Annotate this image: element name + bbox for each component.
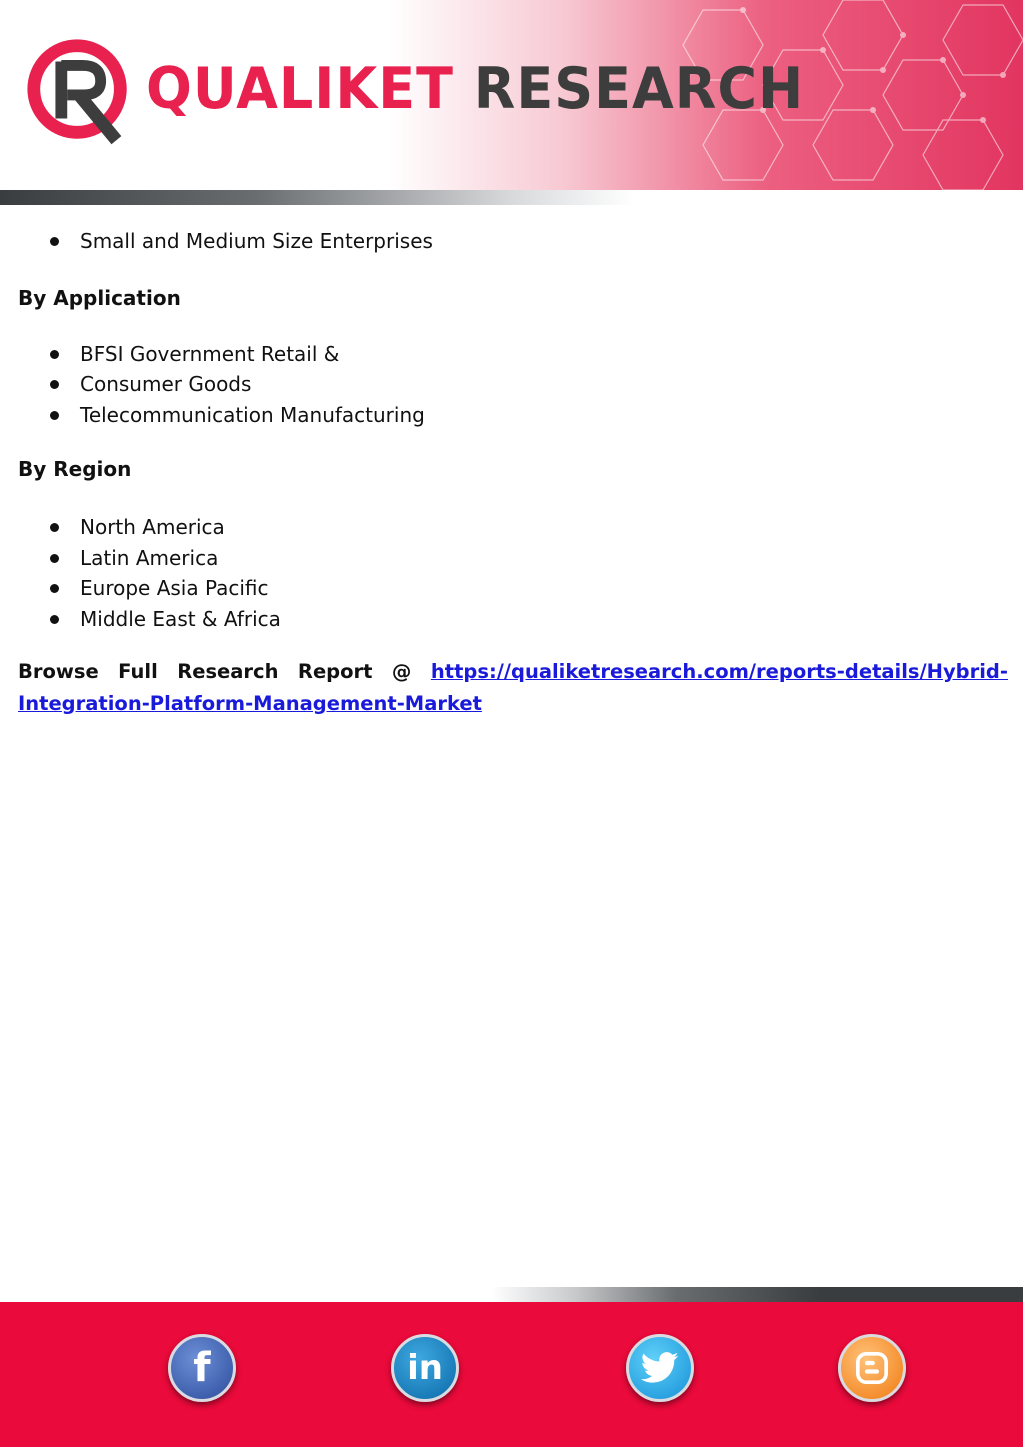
brand-name — [146, 55, 805, 122]
report-link[interactable]: https://qualiketresearch.com/reports-details/Hybrid-Integration-Platform-Management-Market — [18, 660, 1008, 715]
linkedin-icon[interactable] — [391, 1334, 459, 1402]
application-heading: By Application — [18, 285, 181, 310]
footer-divider — [0, 1287, 1023, 1302]
list-item: Middle East & Africa — [18, 604, 1008, 635]
brand-word-research: RESEARCH — [473, 55, 805, 122]
application-list — [18, 339, 1008, 431]
header-divider — [0, 190, 1023, 205]
list-item: BFSI Government Retail & — [18, 339, 1008, 370]
region-heading: By Region — [18, 457, 132, 481]
blogger-icon[interactable] — [838, 1334, 906, 1402]
facebook-icon[interactable] — [168, 1334, 236, 1402]
brand-word-qualiket: QUALIKET — [146, 55, 454, 122]
browse-report-paragraph — [18, 656, 1008, 720]
segment-list-top — [18, 226, 1008, 257]
document-body — [18, 226, 1008, 720]
twitter-bird-icon — [641, 1352, 679, 1384]
blogger-b-icon — [855, 1351, 889, 1385]
linkedin-glyph: in — [407, 1348, 443, 1388]
list-item: Small and Medium Size Enterprises — [18, 226, 1008, 257]
list-item: North America — [18, 512, 1008, 543]
list-item: Latin America — [18, 543, 1008, 574]
list-item: Europe Asia Pacific — [18, 573, 1008, 604]
page-header — [0, 0, 1023, 190]
list-item: Telecommunication Manufacturing — [18, 400, 1008, 431]
browse-label: Browse Full Research Report @ — [18, 660, 412, 683]
list-item: Consumer Goods — [18, 369, 1008, 400]
twitter-icon[interactable] — [626, 1334, 694, 1402]
facebook-glyph: f — [193, 1345, 211, 1391]
region-list — [18, 512, 1008, 634]
qualiket-logo-icon — [22, 32, 140, 150]
